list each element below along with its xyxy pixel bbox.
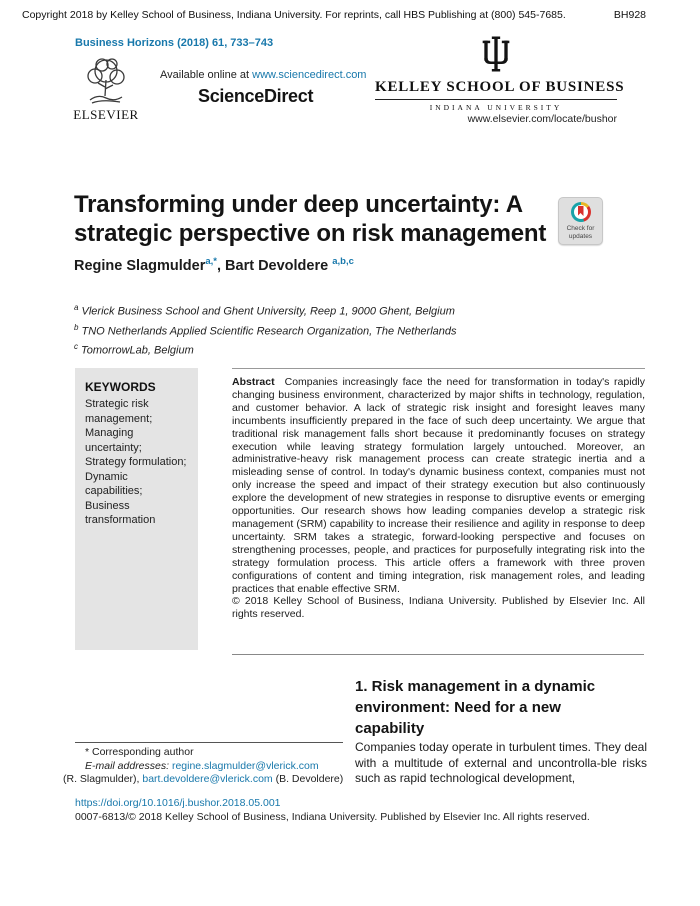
footnote-block xyxy=(63,746,349,787)
check-for-updates-icon xyxy=(571,202,591,222)
affiliation-b: $^b$ TNO Netherlands Applied Scientific Research Organization, The Netherlands xyxy=(74,322,457,338)
elsevier-logo xyxy=(70,56,142,123)
sciencedirect-link[interactable]: www.sciencedirect.com xyxy=(252,69,367,81)
keyword-item: Dynamic capabilities; xyxy=(85,470,143,497)
corresponding-author-note: * Corresponding author xyxy=(85,746,194,758)
journal-volume: 61 xyxy=(211,37,225,49)
email-addresses-label: E-mail addresses: xyxy=(85,759,172,772)
check-for-updates-badge[interactable] xyxy=(558,197,603,245)
section-1-paragraph: Companies today operate in turbulent times. They deal with a multitude of external and uncontrolla-ble risks such as rapid technological development, xyxy=(355,740,647,785)
affiliation-c: $^c$ TomorrowLab, Belgium xyxy=(74,342,194,357)
author-2-affiliation-marks[interactable]: a,b,c xyxy=(332,256,354,267)
keyword-item: Business xyxy=(85,499,130,512)
journal-pages: , 733–743 xyxy=(224,37,274,49)
email-owner-1: (R. Slagmulder), xyxy=(63,773,143,785)
author-2: Bart Devoldere xyxy=(225,257,329,274)
affiliation-a: $^a$ Vlerick Business School and Ghent University, Reep 1, 9000 Ghent, Belgium xyxy=(74,303,455,318)
affiliations xyxy=(74,300,457,359)
journal-citation-prefix: Business Horizons (2018) xyxy=(75,37,212,49)
authors-line xyxy=(74,256,354,274)
indiana-university-label: INDIANA UNIVERSITY xyxy=(429,103,563,112)
section-1-heading: 1. Risk management in a dynamic environment: Need for a new capability xyxy=(355,678,596,737)
keyword-item: Managing uncertainty; xyxy=(85,427,142,454)
issn-copyright-line: 0007-6813/© 2018 Kelley School of Business, Indiana University. Published by Elsevier Inc. All rights reserved. xyxy=(75,811,590,823)
top-copyright-bar xyxy=(22,9,646,21)
keywords-heading: KEYWORDS xyxy=(85,380,156,394)
available-online-line xyxy=(160,69,367,81)
abstract-copyright: © 2018 Kelley School of Business, Indiana University. Published by Elsevier Inc. All rights reserved. xyxy=(232,595,645,621)
indiana-university-trident-icon xyxy=(481,33,511,75)
elsevier-wordmark: ELSEVIER xyxy=(73,107,139,122)
email-owner-2: (B. Devoldere) xyxy=(272,773,344,785)
keyword-item: Strategy formulation; xyxy=(85,456,187,468)
journal-citation xyxy=(75,37,273,49)
keywords-panel xyxy=(75,368,198,650)
kelley-divider xyxy=(375,99,617,100)
kelley-school-wordmark: KELLEY SCHOOL OF BUSINESS xyxy=(375,79,625,95)
abstract-bottom-rule xyxy=(232,654,644,655)
sciencedirect-wordmark: ScienceDirect xyxy=(198,86,314,106)
abstract-text: Companies increasingly face the need for transformation in today's rapidly changing business environment, characterized by major shifts in technology, regulation, and customer behavior. A lack of strategic risk insight and foresight leaves many incumbents insufficiently prepared in the face of such deep uncertainty. We argue that traditional risk management falls short because it predominantly focuses on strategy execution while leaving strategy formulation largely untouched. Moreover, an administrative-heavy risk management process can create strategic inertia and a misleading sense of control. In today's dynamic business context, companies must not only increase the speed and impact of their strategy execution but also continuously explore the development of new strategies in response to disruptive events or emerging opportunities. Our research shows how leading companies develop a strategic risk management (SRM) capability to increase their resilience and agility in response to deep uncertainty. SRM takes a strategic, forward-looking perspective and focuses on strengthening processes, people, and practices for purposefully integrating risk into the strategy formulation process. This article offers a framework with three proven configurations of content and timing integration, risk management roles, and leading practices that enable effective SRM. xyxy=(232,376,645,595)
footnote-rule xyxy=(75,742,343,743)
elsevier-tree-icon xyxy=(80,56,132,106)
document-code: BH928 xyxy=(613,9,646,21)
keyword-item: management; xyxy=(85,412,153,425)
keyword-item: Strategic risk xyxy=(85,398,149,410)
email-link-devoldere[interactable]: bart.devoldere@vlerick.com xyxy=(142,773,273,785)
author-separator: , xyxy=(216,257,226,274)
available-online-text: Available online at xyxy=(160,69,253,81)
check-updates-text-1: Check for xyxy=(566,225,595,232)
abstract-label: Abstract xyxy=(232,376,275,388)
email-link-slagmulder[interactable]: regine.slagmulder@vlerick.com xyxy=(171,759,319,772)
author-1: Regine Slagmulder xyxy=(74,257,206,274)
journal-homepage-url[interactable]: www.elsevier.com/locate/bushor xyxy=(467,113,617,125)
doi-link[interactable]: https://doi.org/10.1016/j.bushor.2018.05.001 xyxy=(75,797,281,809)
keyword-item: transformation xyxy=(85,514,156,526)
copyright-line: Copyright 2018 by Kelley School of Business, Indiana University. For reprints, call HBS Publishing at (800) 545-7685. xyxy=(22,9,566,21)
author-1-affiliation-marks[interactable]: a,* xyxy=(205,256,217,267)
check-updates-text-2: updates xyxy=(568,232,593,240)
abstract-section xyxy=(232,368,645,621)
kelley-school-block xyxy=(375,33,625,112)
article-title: Transforming under deep uncertainty: A strategic perspective on risk management xyxy=(74,191,547,247)
